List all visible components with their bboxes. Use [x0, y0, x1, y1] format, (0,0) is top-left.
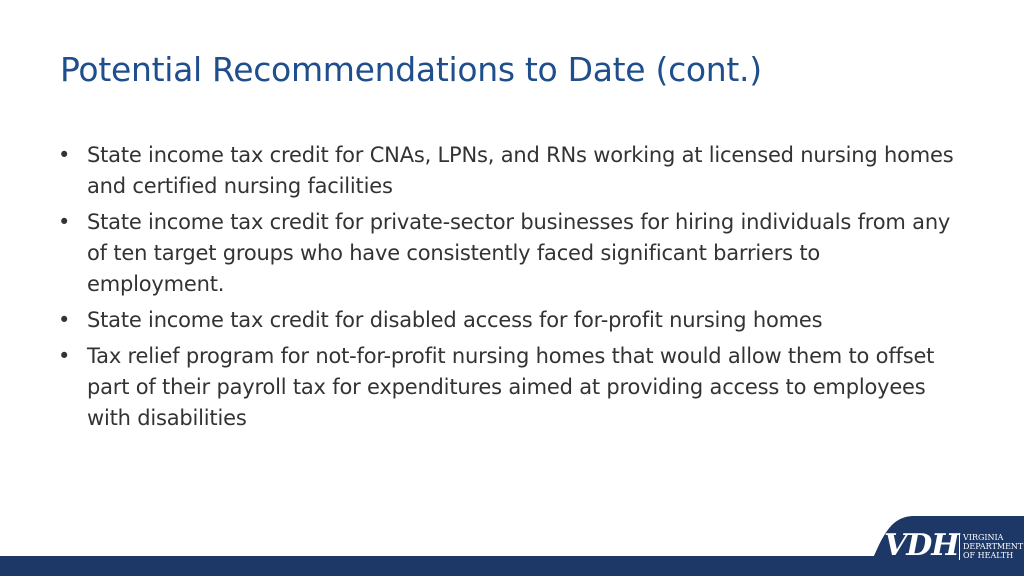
bullet-text: Tax relief program for not-for-profit nursing homes that would allow them to offset part of their payroll tax for expenditures aimed at providing access to employees with disabilities — [87, 344, 935, 430]
bullet-item — [58, 207, 958, 300]
bullet-list — [58, 140, 958, 439]
bullet-marker: • — [58, 344, 71, 368]
bullet-marker: • — [58, 308, 71, 332]
slide-title: Potential Recommendations to Date (cont.) — [60, 50, 762, 89]
bullet-marker: • — [58, 210, 71, 234]
bullet-item — [58, 305, 958, 336]
vdh-logo-mark: VDH — [884, 528, 959, 563]
logo-line-department: DEPARTMENT — [963, 542, 1024, 551]
bullet-text: State income tax credit for private-sector businesses for hiring individuals from any of ten target groups who have consistently faced significant barriers to employment. — [87, 210, 951, 296]
bullet-item — [58, 341, 958, 434]
bullet-text: State income tax credit for disabled access for for-profit nursing homes — [87, 308, 823, 332]
logo-line-health: OF HEALTH — [963, 551, 1014, 560]
vdh-logo-text — [959, 533, 1023, 560]
bullet-text: State income tax credit for CNAs, LPNs, and RNs working at licensed nursing homes and certified nursing facilities — [87, 143, 954, 198]
bullet-marker: • — [58, 143, 71, 167]
bullet-item — [58, 140, 958, 202]
logo-line-virginia: VIRGINIA — [963, 533, 1004, 542]
vdh-logo — [824, 516, 1024, 576]
